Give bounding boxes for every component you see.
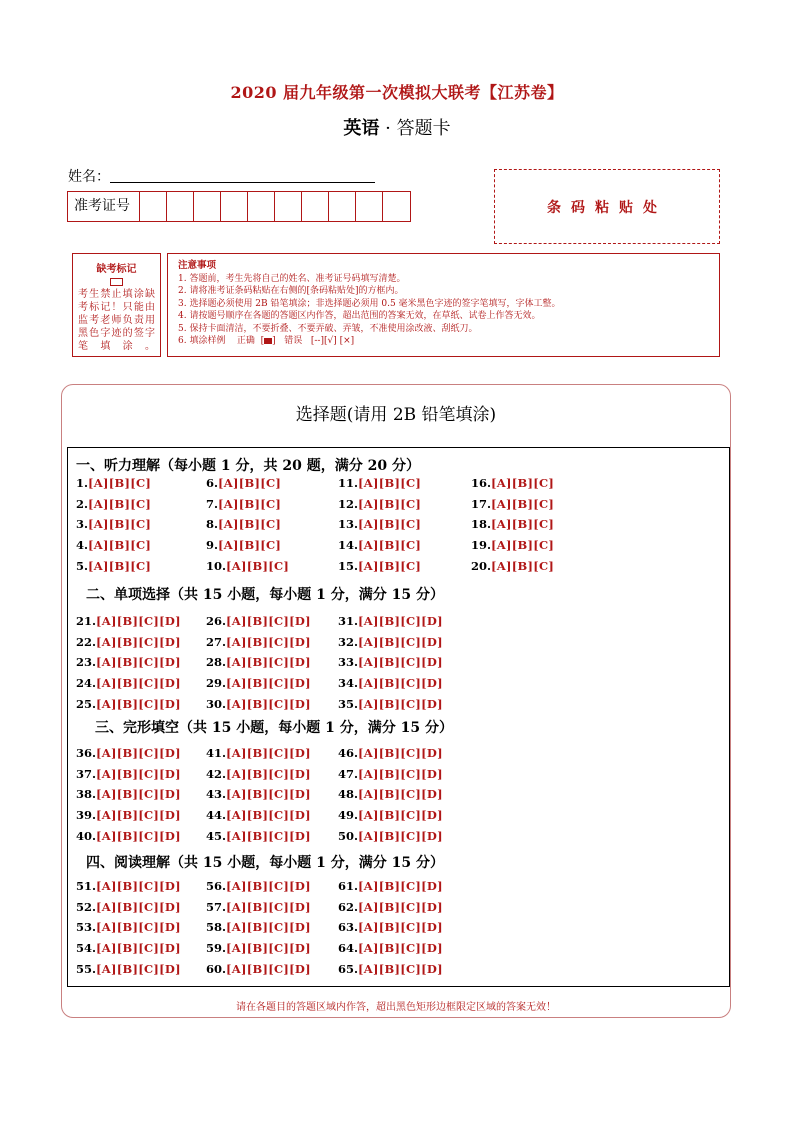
question-number: 36. [76,746,97,760]
question-row[interactable] [338,635,443,649]
absent-mark-description: 考生禁止填涂缺考标记！只能由监考老师负责用黑色字迹的签字笔填涂。 [78,289,155,352]
answer-options[interactable]: [A][B][C][D] [96,961,181,976]
section-title: 四、阅读理解（共 15 小题，每小题 1 分，满分 15 分） [86,855,444,871]
question-row[interactable] [206,676,311,690]
absent-mark-title: 缺考标记 [96,264,137,275]
answer-options[interactable]: [A][B][C][D] [358,941,443,956]
answer-options[interactable]: [A][B][C][D] [226,899,311,914]
question-row[interactable] [76,879,181,893]
question-row[interactable] [206,920,311,934]
question-number: 19. [471,538,492,553]
question-number: 17. [471,496,492,511]
filled-mark-icon [264,338,272,344]
question-row[interactable] [76,746,181,760]
exam-number-cell[interactable] [167,192,194,221]
question-number: 18. [471,517,492,532]
question-number: 58. [206,920,227,935]
note-item: 2. 请将准考证条码粘贴在右侧的[条码粘贴处]的方框内。 [178,286,404,297]
question-number: 5. [76,558,89,573]
notes-list [178,273,709,335]
note-item: 3. 选择题必须使用 2B 铅笔填涂；非选择题必须用 0.5 毫米黑色字迹的签字笔填写，字体工整。 [178,298,561,309]
question-number: 51. [76,879,97,893]
question-row[interactable] [338,538,421,552]
question-row[interactable] [338,746,443,760]
answer-options[interactable]: [A][B][C] [491,558,555,573]
question-row[interactable] [338,900,443,914]
exam-number-cell[interactable] [275,192,302,221]
question-number: 65. [338,961,359,976]
answer-options[interactable]: [A][B][C][D] [226,614,311,628]
answer-options[interactable]: [A][B][C][D] [226,961,311,976]
question-row[interactable] [76,538,151,552]
question-row[interactable] [338,476,421,490]
question-row[interactable] [471,517,554,531]
answer-options[interactable]: [A][B][C][D] [226,655,311,670]
question-number: 44. [206,808,227,823]
question-row[interactable] [338,559,421,573]
absent-mark-checkbox[interactable] [110,278,123,286]
question-number: 48. [338,787,359,802]
answer-options[interactable]: [A][B][C] [218,538,282,553]
question-number: 23. [76,655,97,670]
answer-options[interactable]: [A][B][C][D] [226,746,311,760]
answer-options[interactable]: [A][B][C][D] [96,746,181,760]
note-item: 4. 请按题号顺序在各题的答题区内作答，超出范围的答案无效，在草纸、试卷上作答无效。 [178,311,541,322]
question-row[interactable] [76,767,181,781]
name-label: 姓名： [68,169,110,185]
question-number: 4. [76,538,89,553]
answer-options[interactable]: [A][B][C][D] [96,828,181,843]
question-row[interactable] [206,829,311,843]
question-row[interactable] [206,787,311,801]
question-number: 20. [471,558,492,573]
question-row[interactable] [338,655,443,669]
question-row[interactable] [338,676,443,690]
section-title: 三、完形填空（共 15 小题，每小题 1 分，满分 15 分） [95,720,453,736]
answer-options[interactable]: [A][B][C] [218,496,282,511]
question-row[interactable] [206,767,311,781]
fill-example: 6. 填涂样例 正确 [ ] 错误 [--][√] [×] [178,336,355,347]
question-row[interactable] [206,497,281,511]
answer-options[interactable]: [A][B][C] [491,538,555,553]
answer-options[interactable]: [A][B][C][D] [96,787,181,802]
question-number: 9. [206,538,219,553]
section-title: 一、听力理解（每小题 1 分，共 20 题，满分 20 分） [76,458,420,474]
answer-options[interactable]: [A][B][C] [358,517,422,532]
question-number: 46. [338,746,359,760]
question-number: 61. [338,879,359,893]
question-number: 26. [206,614,227,628]
answer-options[interactable]: [A][B][C][D] [226,941,311,956]
exam-number-box [67,191,411,222]
question-number: 32. [338,634,359,649]
answer-options[interactable]: [A][B][C] [491,476,555,490]
subject-title [0,114,794,140]
question-row[interactable] [206,517,281,531]
answer-options[interactable]: [A][B][C][D] [96,676,181,691]
question-number: 15. [338,558,359,573]
question-row[interactable] [206,746,311,760]
question-row[interactable] [338,962,443,976]
question-number: 64. [338,941,359,956]
question-number: 34. [338,676,359,691]
answer-options[interactable]: [A][B][C][D] [226,828,311,843]
answer-options[interactable]: [A][B][C][D] [358,766,443,781]
answer-options[interactable]: [A][B][C][D] [226,920,311,935]
question-row[interactable] [338,920,443,934]
question-number: 35. [338,696,359,711]
answer-options[interactable]: [A][B][C] [88,476,152,490]
answer-options[interactable]: [A][B][C] [358,496,422,511]
question-number: 31. [338,614,359,628]
question-row[interactable] [76,614,181,628]
answer-options[interactable]: [A][B][C][D] [96,879,181,893]
answer-options[interactable]: [A][B][C][D] [96,920,181,935]
answer-options[interactable]: [A][B][C] [218,476,282,490]
answer-options[interactable]: [A][B][C][D] [96,941,181,956]
exam-number-cell[interactable] [302,192,329,221]
question-number: 56. [206,879,227,893]
answer-options[interactable]: [A][B][C] [88,496,152,511]
question-number: 12. [338,496,359,511]
title-separator: · [385,118,391,139]
question-number: 6. [206,476,219,490]
answer-options[interactable]: [A][B][C] [358,558,422,573]
question-row[interactable] [206,559,289,573]
answer-options[interactable]: [A][B][C] [358,538,422,553]
answer-options[interactable]: [A][B][C][D] [358,746,443,760]
question-number: 30. [206,696,227,711]
exam-number-cells [140,192,410,221]
question-row[interactable] [338,697,443,711]
answer-options[interactable]: [A][B][C][D] [96,655,181,670]
question-row[interactable] [471,538,554,552]
question-row[interactable] [206,962,311,976]
question-number: 59. [206,941,227,956]
question-row[interactable] [471,497,554,511]
question-row[interactable] [76,962,181,976]
answer-options[interactable]: [A][B][C][D] [226,676,311,691]
question-number: 10. [206,558,227,573]
answer-options[interactable]: [A][B][C][D] [96,696,181,711]
note-item: 1. 答题前，考生先将自己的姓名、准考证号码填写清楚。 [178,274,406,284]
question-row[interactable] [76,900,181,914]
question-number: 50. [338,828,359,843]
question-row[interactable] [338,879,443,893]
card-label: 答题卡 [396,118,451,139]
answer-options[interactable]: [A][B][C][D] [358,920,443,935]
question-row[interactable] [76,787,181,801]
question-row[interactable] [76,941,181,955]
answer-options[interactable]: [A][B][C][D] [358,899,443,914]
answer-options[interactable]: [A][B][C][D] [358,655,443,670]
question-number: 2. [76,496,89,511]
question-row[interactable] [338,829,443,843]
note-item: 5. 保持卡面清洁，不要折叠、不要弄破、弄皱，不准使用涂改液、刮纸刀。 [178,323,478,334]
fill-example-prefix: 6. 填涂样例 [178,336,226,347]
question-row[interactable] [471,476,554,490]
question-number: 57. [206,899,227,914]
answer-options[interactable]: [A][B][C][D] [226,634,311,649]
answer-options[interactable]: [A][B][C][D] [358,696,443,711]
wrong-marks: [--][√] [×] [310,336,355,347]
answer-options[interactable]: [A][B][C][D] [96,808,181,823]
question-row[interactable] [76,808,181,822]
question-number: 11. [338,476,359,490]
barcode-area: 条码粘贴处 [494,169,720,244]
question-row[interactable] [471,559,554,573]
question-number: 41. [206,746,227,760]
question-row[interactable] [206,697,311,711]
question-number: 39. [76,808,97,823]
answer-options[interactable]: [A][B][C] [88,558,152,573]
question-number: 7. [206,496,219,511]
exam-number-cell[interactable] [194,192,221,221]
wrong-label: 错误 [284,336,303,347]
exam-number-label: 准考证号 [68,192,140,221]
question-row[interactable] [206,900,311,914]
exam-number-cell[interactable] [221,192,248,221]
answer-options[interactable]: [A][B][C] [88,517,152,532]
exam-number-cell[interactable] [329,192,356,221]
answer-options[interactable]: [A][B][C][D] [358,787,443,802]
answer-options[interactable]: [A][B][C][D] [226,808,311,823]
question-number: 22. [76,634,97,649]
question-number: 37. [76,766,97,781]
exam-number-cell[interactable] [248,192,275,221]
question-row[interactable] [76,655,181,669]
absent-mark-box [72,253,161,357]
question-row[interactable] [206,941,311,955]
question-number: 60. [206,961,227,976]
question-number: 1. [76,476,89,490]
answer-options[interactable]: [A][B][C][D] [358,961,443,976]
question-number: 54. [76,941,97,956]
question-row[interactable] [206,476,281,490]
notes-box [167,253,720,357]
exam-number-cell[interactable] [356,192,383,221]
answer-options[interactable]: [A][B][C][D] [226,696,311,711]
question-row[interactable] [76,829,181,843]
answer-options[interactable]: [A][B][C][D] [96,634,181,649]
question-row[interactable] [206,614,311,628]
answer-options[interactable]: [A][B][C][D] [358,808,443,823]
answer-options[interactable]: [A][B][C][D] [226,766,311,781]
name-field[interactable] [110,182,375,183]
question-number: 38. [76,787,97,802]
footer-warning: 请在各题目的答题区域内作答，超出黑色矩形边框限定区域的答案无效！ [236,1002,556,1013]
answer-options[interactable]: [A][B][C][D] [358,828,443,843]
question-row[interactable] [338,767,443,781]
question-number: 40. [76,828,97,843]
question-number: 21. [76,614,97,628]
question-number: 47. [338,766,359,781]
section-title: 二、单项选择（共 15 小题，每小题 1 分，满分 15 分） [86,587,444,603]
question-row[interactable] [76,497,151,511]
answer-options[interactable]: [A][B][C][D] [96,614,181,628]
question-row[interactable] [76,676,181,690]
question-number: 63. [338,920,359,935]
choice-title: 选择题(请用 2B 铅笔填涂) [295,405,497,425]
question-number: 16. [471,476,492,490]
question-number: 45. [206,828,227,843]
question-row[interactable] [206,538,281,552]
question-row[interactable] [76,476,151,490]
question-row[interactable] [338,497,421,511]
question-number: 29. [206,676,227,691]
question-number: 42. [206,766,227,781]
question-row[interactable] [76,697,181,711]
question-number: 53. [76,920,97,935]
question-row[interactable] [76,920,181,934]
subject-name: 英语 [343,118,380,139]
question-number: 25. [76,696,97,711]
answer-options[interactable]: [A][B][C][D] [96,899,181,914]
question-row[interactable] [206,808,311,822]
question-row[interactable] [76,635,181,649]
question-number: 8. [206,517,219,532]
question-row[interactable] [76,559,151,573]
exam-number-cell[interactable] [140,192,167,221]
answer-options[interactable]: [A][B][C] [358,476,422,490]
answer-options[interactable]: [A][B][C][D] [358,634,443,649]
question-number: 43. [206,787,227,802]
question-number: 55. [76,961,97,976]
question-number: 28. [206,655,227,670]
question-number: 27. [206,634,227,649]
answer-options[interactable]: [A][B][C][D] [358,676,443,691]
notes-title: 注意事项 [178,260,217,271]
question-row[interactable] [338,941,443,955]
correct-label: 正确 [236,336,255,347]
answer-options[interactable]: [A][B][C][D] [226,879,311,893]
question-row[interactable] [206,879,311,893]
question-row[interactable] [76,517,151,531]
question-row[interactable] [338,517,421,531]
question-number: 33. [338,655,359,670]
question-number: 52. [76,899,97,914]
page-title: 2020 届九年级第一次模拟大联考【江苏卷】 [230,83,564,102]
answer-options[interactable]: [A][B][C][D] [358,879,443,893]
answer-options[interactable]: [A][B][C][D] [226,787,311,802]
answer-options[interactable]: [A][B][C][D] [96,766,181,781]
question-number: 14. [338,538,359,553]
answer-options[interactable]: [A][B][C] [88,538,152,553]
question-row[interactable] [206,655,311,669]
question-row[interactable] [338,808,443,822]
exam-number-cell[interactable] [383,192,410,221]
answer-options[interactable]: [A][B][C] [226,558,290,573]
question-number: 24. [76,676,97,691]
answer-options[interactable]: [A][B][C] [491,517,555,532]
answer-options[interactable]: [A][B][C] [491,496,555,511]
answer-options[interactable]: [A][B][C] [218,517,282,532]
answer-options[interactable]: [A][B][C][D] [358,614,443,628]
question-number: 62. [338,899,359,914]
question-row[interactable] [338,614,443,628]
question-row[interactable] [338,787,443,801]
question-row[interactable] [206,635,311,649]
question-number: 13. [338,517,359,532]
question-number: 49. [338,808,359,823]
question-number: 3. [76,517,89,532]
